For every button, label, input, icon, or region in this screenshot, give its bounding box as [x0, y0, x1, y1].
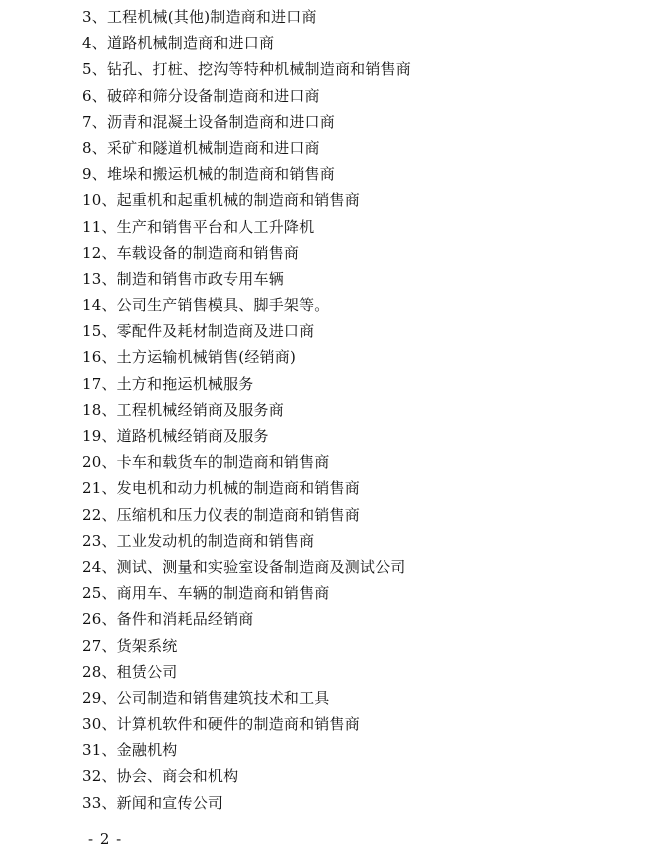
list-item: 22、压缩机和压力仪表的制造商和销售商	[82, 505, 360, 524]
list-item: 4、道路机械制造商和进口商	[82, 34, 275, 53]
list-item: 8、采矿和隧道机械制造商和进口商	[82, 138, 320, 157]
list-item: 12、车载设备的制造商和销售商	[82, 243, 300, 262]
list-item: 24、测试、测量和实验室设备制造商及测试公司	[82, 557, 406, 576]
list-item: 13、制造和销售市政专用车辆	[82, 269, 284, 288]
list-item: 9、堆垛和搬运机械的制造商和销售商	[82, 165, 335, 184]
list-item: 21、发电机和动力机械的制造商和销售商	[82, 479, 360, 498]
list-item: 16、土方运输机械销售(经销商)	[82, 348, 296, 367]
list-item: 5、钻孔、打桩、挖沟等特种机械制造商和销售商	[82, 60, 411, 79]
list-item: 29、公司制造和销售建筑技术和工具	[82, 688, 330, 707]
list-item: 20、卡车和载货车的制造商和销售商	[82, 453, 330, 472]
list-item: 18、工程机械经销商及服务商	[82, 400, 284, 419]
list-item: 15、零配件及耗材制造商及进口商	[82, 322, 315, 341]
list-item: 28、租赁公司	[82, 662, 178, 681]
list-item: 11、生产和销售平台和人工升降机	[82, 217, 315, 236]
page-number: - 2 -	[88, 830, 123, 848]
list-item: 14、公司生产销售模具、脚手架等。	[82, 296, 330, 315]
list-item: 32、协会、商会和机构	[82, 767, 239, 786]
list-item: 17、土方和拖运机械服务	[82, 374, 254, 393]
list-item: 23、工业发动机的制造商和销售商	[82, 531, 315, 550]
list-item: 25、商用车、车辆的制造商和销售商	[82, 584, 330, 603]
list-item: 3、工程机械(其他)制造商和进口商	[82, 8, 317, 26]
exhibitor-category-list	[82, 4, 411, 816]
list-item: 26、备件和消耗品经销商	[82, 610, 254, 629]
list-item: 33、新闻和宣传公司	[82, 793, 224, 812]
list-item: 27、货架系统	[82, 636, 178, 655]
list-item: 6、破碎和筛分设备制造商和进口商	[82, 86, 320, 105]
list-item: 30、计算机软件和硬件的制造商和销售商	[82, 715, 360, 734]
list-item: 10、起重机和起重机械的制造商和销售商	[82, 191, 360, 210]
list-item: 31、金融机构	[82, 741, 178, 760]
list-item: 19、道路机械经销商及服务	[82, 427, 269, 445]
list-item: 7、沥青和混凝土设备制造商和进口商	[82, 112, 335, 131]
